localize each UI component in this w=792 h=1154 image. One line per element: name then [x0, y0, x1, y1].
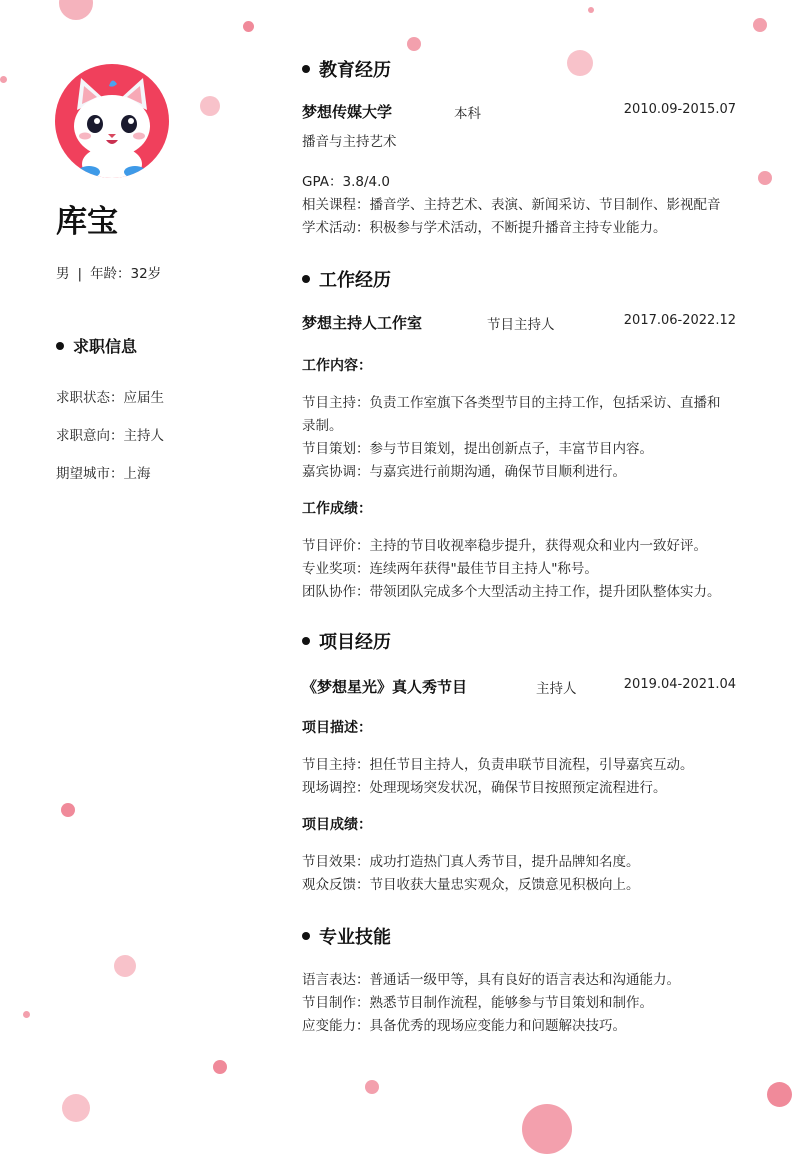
decor-dot	[758, 171, 772, 185]
work-heading: 工作经历	[302, 266, 391, 292]
project-role: 主持人	[536, 681, 577, 697]
decor-dot	[767, 1082, 792, 1107]
skill-line: 节目制作：熟悉节目制作流程，能够参与节目策划和制作。	[302, 995, 653, 1011]
school-name: 梦想传媒大学	[302, 103, 393, 121]
decor-dot	[0, 76, 7, 83]
job-info-heading: 求职信息	[56, 334, 137, 357]
decor-dot	[59, 0, 93, 20]
bullet-icon	[302, 932, 310, 940]
decor-dot	[753, 18, 767, 32]
work-content-line: 节目主持：负责工作室旗下各类型节目的主持工作，包括采访、直播和	[302, 395, 721, 411]
gender: 男	[56, 266, 70, 282]
basic-info	[56, 262, 161, 282]
work-row	[302, 312, 736, 334]
bullet-icon	[302, 637, 310, 645]
work-achievement-line: 专业奖项：连续两年获得"最佳节目主持人"称号。	[302, 561, 598, 577]
project-name: 《梦想星光》真人秀节目	[302, 678, 468, 696]
degree: 本科	[454, 106, 481, 122]
decor-dot	[200, 96, 220, 116]
job-status: 求职状态：应届生	[56, 390, 164, 406]
work-role: 节目主持人	[487, 317, 555, 333]
decor-dot	[588, 7, 594, 13]
bullet-icon	[302, 65, 310, 73]
project-desc-title: 项目描述：	[302, 720, 372, 736]
project-row	[302, 676, 736, 698]
project-heading: 项目经历	[302, 628, 391, 654]
bullet-icon	[56, 342, 64, 350]
work-achievement-title: 工作成绩：	[302, 501, 372, 517]
decor-dot	[114, 955, 136, 977]
decor-dot	[407, 37, 421, 51]
project-desc-line: 现场调控：处理现场突发状况，确保节目按照预定流程进行。	[302, 780, 667, 796]
work-achievement-line: 团队协作：带领团队完成多个大型活动主持工作，提升团队整体实力。	[302, 584, 721, 600]
work-achievement-line: 节目评价：主持的节目收视率稳步提升，获得观众和业内一致好评。	[302, 538, 707, 554]
skill-line: 应变能力：具备优秀的现场应变能力和问题解决技巧。	[302, 1018, 626, 1034]
decor-dot	[213, 1060, 227, 1074]
project-desc-line: 节目主持：担任节目主持人，负责串联节目流程，引导嘉宾互动。	[302, 757, 694, 773]
job-intent: 求职意向：主持人	[56, 428, 164, 444]
skills-heading: 专业技能	[302, 923, 391, 949]
avatar	[55, 64, 169, 178]
education-heading: 教育经历	[302, 56, 391, 82]
project-result-title: 项目成绩：	[302, 817, 372, 833]
candidate-name: 库宝	[56, 204, 118, 240]
gpa: GPA：3.8/4.0	[302, 174, 390, 190]
separator: |	[77, 266, 83, 282]
decor-dot	[522, 1104, 572, 1154]
decor-dot	[23, 1011, 30, 1018]
work-content-line: 节目策划：参与节目策划，提出创新点子，丰富节目内容。	[302, 441, 653, 457]
age: 年龄：32岁	[90, 266, 162, 282]
major: 播音与主持艺术	[302, 134, 397, 150]
skill-line: 语言表达：普通话一级甲等，具有良好的语言表达和沟通能力。	[302, 972, 680, 988]
decor-dot	[365, 1080, 379, 1094]
decor-dot	[61, 803, 75, 817]
cat-mascot-icon	[55, 64, 169, 178]
work-dates: 2017.06-2022.12	[623, 313, 736, 328]
work-content-title: 工作内容：	[302, 358, 372, 374]
job-city: 期望城市：上海	[56, 466, 151, 482]
education-row	[302, 101, 736, 123]
work-content-line: 嘉宾协调：与嘉宾进行前期沟通，确保节目顺利进行。	[302, 464, 626, 480]
bullet-icon	[302, 275, 310, 283]
education-dates: 2010.09-2015.07	[623, 102, 736, 117]
company-name: 梦想主持人工作室	[302, 314, 423, 332]
project-dates: 2019.04-2021.04	[623, 677, 736, 692]
project-result-line: 观众反馈：节目收获大量忠实观众，反馈意见积极向上。	[302, 877, 640, 893]
courses: 相关课程：播音学、主持艺术、表演、新闻采访、节目制作、影视配音	[302, 197, 721, 213]
academic-activity: 学术活动：积极参与学术活动，不断提升播音主持专业能力。	[302, 220, 667, 236]
decor-dot	[567, 50, 593, 76]
decor-dot	[243, 21, 254, 32]
work-content-line: 录制。	[302, 418, 343, 434]
project-result-line: 节目效果：成功打造热门真人秀节目，提升品牌知名度。	[302, 854, 640, 870]
decor-dot	[62, 1094, 90, 1122]
